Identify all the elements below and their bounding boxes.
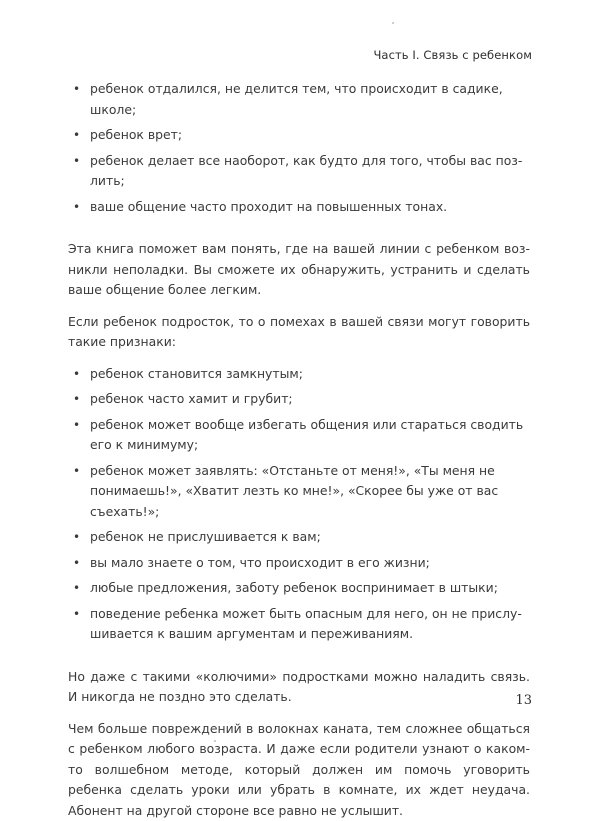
paragraph: Чем больше повреждений в волокнах каната, тем сложнее общаться с ребенком любого возраста. И даже если родители узнают о каком-то волшебном методе, который должен им помочь уговорить ребенка сделать уроки или убрать в комнате, их ждет неудача. Абонент на другой стороне все равно не услышит. <box>68 719 530 821</box>
list-item <box>68 364 530 385</box>
page-number: 13 <box>515 693 532 708</box>
list-item <box>68 604 530 645</box>
list-item-text: поведение ребенка может быть опасным для него, он не прислушивается к вашим аргументам и переживаниям. <box>90 606 522 642</box>
scan-speck <box>392 22 394 24</box>
paragraph: Эта книга поможет вам понять, где на вашей линии с ребенком возникли неполадки. Вы сможете их обнаружить, устранить и сделать ваше общение более легким. <box>68 239 530 301</box>
bullet-icon: • <box>73 553 80 574</box>
paragraph: Если ребенок подросток, то о помехах в вашей связи могут говорить такие признаки: <box>68 312 530 353</box>
list-item <box>68 389 530 410</box>
list-item-text: ребенок врет; <box>90 127 182 142</box>
bullet-icon: • <box>73 125 80 146</box>
bullet-icon: • <box>73 415 80 436</box>
list-item-text: вы мало знаете о том, что происходит в его жизни; <box>90 555 430 570</box>
list-item <box>68 415 530 456</box>
list-item <box>68 197 530 218</box>
list-item-text: ребенок не прислушивается к вам; <box>90 529 321 544</box>
bullet-icon: • <box>73 197 80 218</box>
bullet-icon: • <box>73 527 80 548</box>
bullet-icon: • <box>73 604 80 625</box>
list-item-text: ребенок становится замкнутым; <box>90 366 303 381</box>
list-item-text: ваше общение часто проходит на повышенных тонах. <box>90 199 447 214</box>
signs-list-teen <box>68 364 530 645</box>
list-item <box>68 79 530 120</box>
bullet-icon: • <box>73 389 80 410</box>
list-item <box>68 527 530 548</box>
list-item <box>68 151 530 192</box>
bullet-icon: • <box>73 364 80 385</box>
bullet-icon: • <box>73 151 80 172</box>
list-item-text: ребенок делает все наоборот, как будто для того, чтобы вас позлить; <box>90 153 522 189</box>
bullet-icon: • <box>73 461 80 482</box>
list-item-text: ребенок часто хамит и грубит; <box>90 391 293 406</box>
paragraph: Но даже с такими «колючими» подростками можно наладить связь. И никогда не поздно это сделать. <box>68 667 530 708</box>
list-item-text: любые предложения, заботу ребенок воспринимает в штыки; <box>90 580 498 595</box>
list-item-text: ребенок может заявлять: «Отстаньте от меня!», «Ты меня не понимаешь!», «Хватит лезть ко мне!», «Скорее бы уже от вас съехать!»; <box>90 463 498 519</box>
bullet-icon: • <box>73 578 80 599</box>
list-item <box>68 578 530 599</box>
list-item <box>68 553 530 574</box>
list-item-text: ребенок может вообще избегать общения или стараться сводить его к минимуму; <box>90 417 523 453</box>
list-item-text: ребенок отдалился, не делится тем, что происходит в садике, школе; <box>90 81 503 117</box>
page-body <box>68 79 530 821</box>
bullet-icon: • <box>73 79 80 100</box>
list-item <box>68 461 530 523</box>
running-head: Часть I. Связь с ребенком <box>373 48 532 62</box>
signs-list-child <box>68 79 530 217</box>
list-item <box>68 125 530 146</box>
